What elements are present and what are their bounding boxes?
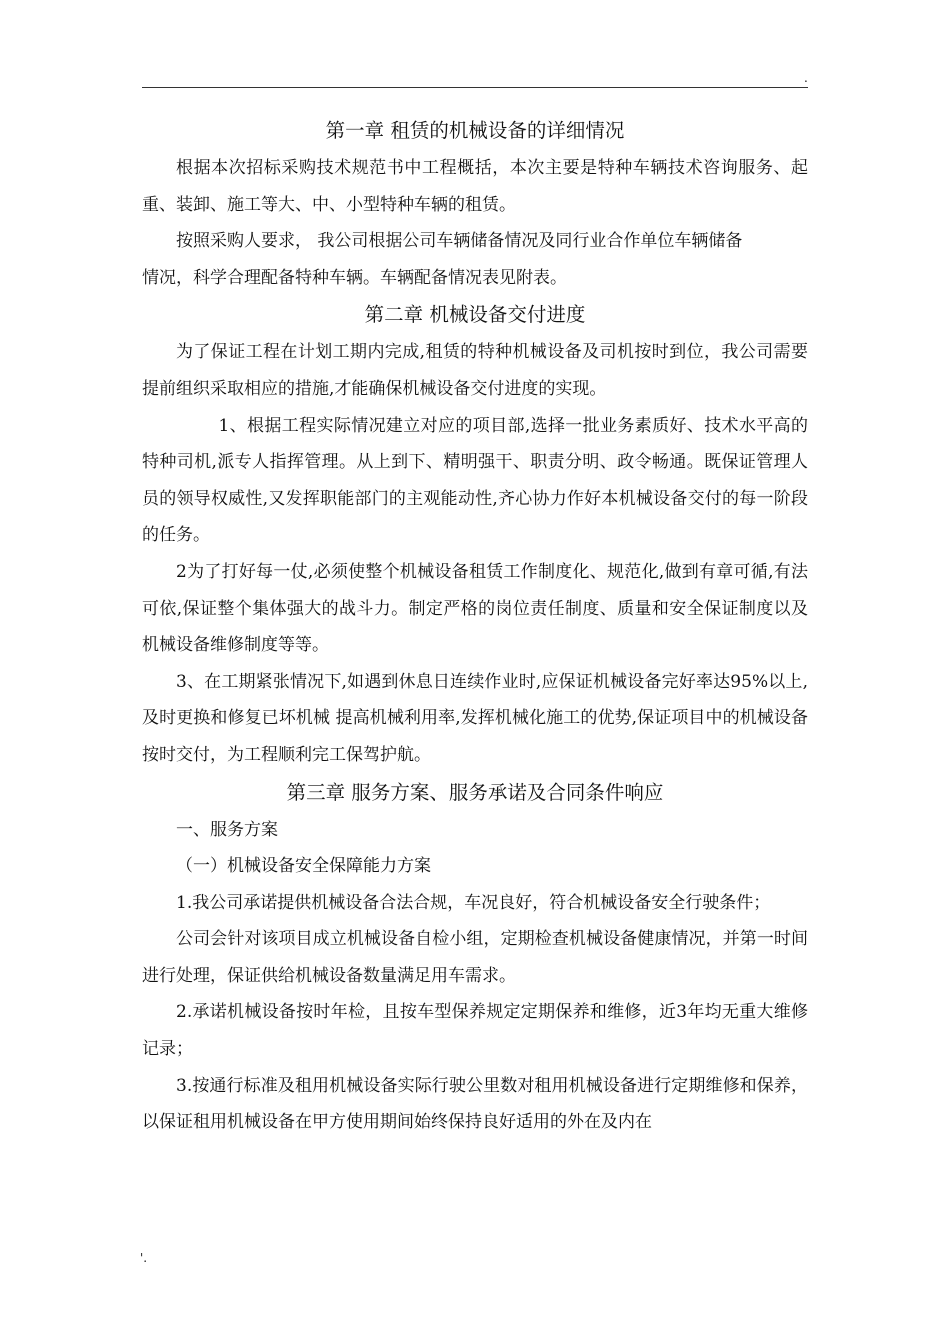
chapter-2-title: 第二章 机械设备交付进度: [364, 303, 586, 327]
footer-mark: '.: [140, 1251, 148, 1265]
chapter-1-paragraph-2: 按照采购人要求， 我公司根据公司车辆储备情况及同行业合作单位车辆储备: [176, 231, 743, 252]
chapter-1-paragraph-1: 根据本次招标采购技术规范书中工程概括，本次主要是特种车辆技术咨询服务、起重、装卸、施工等大、中、小型特种车辆的租赁。: [142, 158, 808, 215]
chapter-3-paragraph-2: 公司会针对该项目成立机械设备自检小组，定期检查机械设备健康情况，并第一时间进行处理，保证供给机械设备数量满足用车需求。: [142, 929, 808, 986]
chapter-3-subsection-1: （一）机械设备安全保障能力方案: [176, 856, 431, 877]
chapter-2-paragraph-1: 为了保证工程在计划工期内完成,租赁的特种机械设备及司机按时到位，我公司需要提前组织采取相应的措施,才能确保机械设备交付进度的实现。: [142, 342, 808, 399]
header-rule: [142, 87, 808, 88]
chapter-2-paragraph-3: 2为了打好每一仗,必须使整个机械设备租赁工作制度化、规范化,做到有章可循,有法可依,保证整个集体强大的战斗力。制定严格的岗位责任制度、质量和安全保证制度以及机械设备维修制度等等。: [142, 561, 808, 656]
chapter-3-title: 第三章 服务方案、服务承诺及合同条件响应: [286, 780, 664, 804]
chapter-1-paragraph-3: 情况，科学合理配备特种车辆。车辆配备情况表见附表。: [142, 267, 567, 288]
chapter-3-paragraph-3: 2.承诺机械设备按时年检，且按车型保养规定定期保养和维修，近3年均无重大维修记录；: [142, 1002, 808, 1060]
header-mark: .: [804, 71, 808, 85]
chapter-2-paragraph-2: 1、根据工程实际情况建立对应的项目部,选择一批业务素质好、技术水平高的特种司机,派专人指挥管理。从上到下、精明强干、职责分明、政令畅通。既保证管理人员的领导权威性,又发挥职能部门的主观能动性,齐心协力作好本机械设备交付的每一阶段的任务。: [142, 415, 808, 546]
chapter-3-paragraph-1: 1.我公司承诺提供机械设备合法合规，车况良好，符合机械设备安全行驶条件；: [176, 892, 771, 913]
document-body: [142, 112, 808, 1141]
chapter-2-paragraph-4: 3、在工期紧张情况下,如遇到休息日连续作业时,应保证机械设备完好率达95%以上,及时更换和修复已坏机械 提高机械利用率,发挥机械化施工的优势,保证项目中的机械设备按时交付，为工程顺利完工保驾护航。: [142, 671, 808, 765]
chapter-3-section-1: 一、服务方案: [176, 819, 278, 840]
chapter-1-title: 第一章 租赁的机械设备的详细情况: [325, 119, 625, 142]
chapter-3-paragraph-4: 3.按通行标准及租用机械设备实际行驶公里数对租用机械设备进行定期维修和保养，以保证租用机械设备在甲方使用期间始终保持良好适用的外在及内在: [142, 1075, 808, 1133]
